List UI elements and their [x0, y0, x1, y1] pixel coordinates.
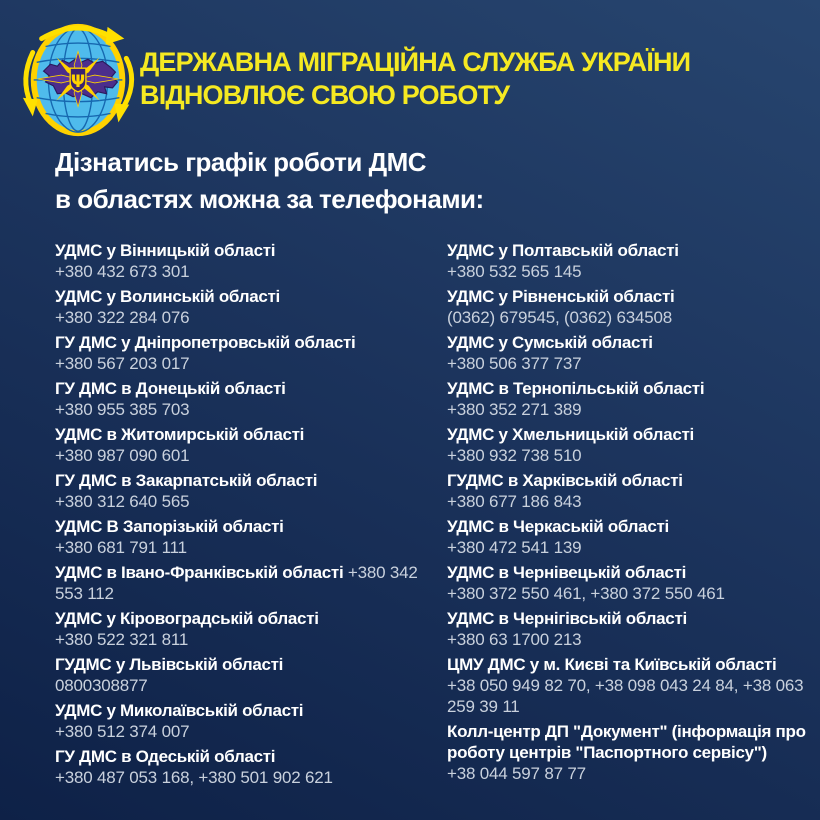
region-title: ГУДМС у Львівській області — [55, 655, 284, 674]
region-title: УДМС у Рівненській області — [447, 287, 675, 306]
region-phone: +380 932 738 510 — [447, 446, 582, 465]
region-title: ГУДМС в Харківській області — [447, 471, 683, 490]
region-phone: +380 312 640 565 — [55, 492, 190, 511]
region-phone: +380 677 186 843 — [447, 492, 582, 511]
region-title: УДМС в Житомирській області — [55, 425, 305, 444]
region-phone: +380 955 385 703 — [55, 400, 190, 419]
contact-entry-dnipro — [55, 332, 427, 374]
region-title: ГУ ДМС в Закарпатській області — [55, 471, 318, 490]
region-phone: +380 532 565 145 — [447, 262, 582, 281]
region-phone: +380 63 1700 213 — [447, 630, 582, 649]
contact-entry-ternopil — [447, 378, 812, 420]
contact-entry-volyn — [55, 286, 427, 328]
contact-entry-chernihiv — [447, 608, 812, 650]
region-phone: +380 432 673 301 — [55, 262, 190, 281]
contact-list — [55, 240, 820, 792]
contact-entry-ivano-frankivsk — [55, 562, 427, 604]
region-phone: +38 044 597 87 77 — [447, 764, 586, 783]
contact-entry-cherkasy — [447, 516, 812, 558]
region-title: ГУ ДМС у Дніпропетровській області — [55, 333, 356, 352]
dms-emblem-icon — [16, 14, 144, 144]
contact-entry-chernivtsi — [447, 562, 812, 604]
region-phone: +380 472 541 139 — [447, 538, 582, 557]
contact-entry-kirovohrad — [55, 608, 427, 650]
contact-entry-poltava — [447, 240, 812, 282]
region-title: УДМС у Вінницькій області — [55, 241, 276, 260]
svg-text:Ψ: Ψ — [70, 70, 86, 91]
contact-entry-khmelnytskyi — [447, 424, 812, 466]
contact-entry-vinnytsia — [55, 240, 427, 282]
region-title: ГУ ДМС в Одеській області — [55, 747, 276, 766]
region-title: УДМС у Полтавській області — [447, 241, 679, 260]
region-title: УДМС в Івано-Франківській області — [55, 563, 344, 582]
trident-icon — [70, 68, 86, 92]
contact-column-left — [55, 240, 427, 792]
region-phone: +380 512 374 007 — [55, 722, 190, 741]
header — [140, 0, 790, 112]
contact-entry-sumy — [447, 332, 812, 374]
region-title: УДМС в Чернігівській області — [447, 609, 687, 628]
region-phone: +380 352 271 389 — [447, 400, 582, 419]
region-title: Колл-центр ДП "Документ" (інформація про роботу центрів "Паспортного сервісу") — [447, 722, 806, 762]
headline-line2: ВІДНОВЛЮЄ СВОЮ РОБОТУ — [140, 80, 510, 110]
region-phone: +380 681 791 111 — [55, 538, 187, 557]
region-title: УДМС у Сумській області — [447, 333, 653, 352]
contact-entry-call-center — [447, 721, 812, 784]
region-phone: +380 567 203 017 — [55, 354, 190, 373]
contact-entry-mykolaiv — [55, 700, 427, 742]
region-phone: 0800308877 — [55, 676, 148, 695]
region-phone: +380 506 377 737 — [447, 354, 582, 373]
region-title: УДМС у Хмельницькій області — [447, 425, 694, 444]
contact-entry-odesa — [55, 746, 427, 788]
contact-entry-donetsk — [55, 378, 427, 420]
contact-entry-zakarpattia — [55, 470, 427, 512]
region-phone: +380 487 053 168, +380 501 902 621 — [55, 768, 333, 787]
dms-logo — [16, 14, 144, 144]
region-title: УДМС в Чернівецькій області — [447, 563, 687, 582]
region-title: УДМС у Волинській області — [55, 287, 280, 306]
region-phone: +380 322 284 076 — [55, 308, 190, 327]
headline-line1: ДЕРЖАВНА МІГРАЦІЙНА СЛУЖБА УКРАЇНИ — [140, 47, 691, 77]
region-phone: +380 987 090 601 — [55, 446, 190, 465]
region-title: УДМС В Запорізькій області — [55, 517, 284, 536]
contact-entry-kyiv — [447, 654, 812, 717]
contact-entry-zhytomyr — [55, 424, 427, 466]
region-title: УДМС у Миколаївській області — [55, 701, 304, 720]
subtitle-line1: Дізнатись графік роботи ДМС — [55, 147, 427, 177]
region-phone: +380 522 321 811 — [55, 630, 189, 649]
contact-column-right — [447, 240, 812, 792]
contact-entry-rivne — [447, 286, 812, 328]
contact-entry-kharkiv — [447, 470, 812, 512]
region-phone: +380 372 550 461, +380 372 550 461 — [447, 584, 725, 603]
region-phone: +38 050 949 82 70, +38 098 043 24 84, +38 063 259 39 11 — [447, 676, 804, 716]
region-phone: (0362) 679545, (0362) 634508 — [447, 308, 673, 327]
region-title: ГУ ДМС в Донецькій області — [55, 379, 286, 398]
contact-entry-zaporizhzhia — [55, 516, 427, 558]
region-title: УДМС в Черкаській області — [447, 517, 669, 536]
contact-entry-lviv — [55, 654, 427, 696]
subtitle — [55, 144, 820, 218]
region-title: ЦМУ ДМС у м. Києві та Київській області — [447, 655, 777, 674]
subtitle-line2: в областях можна за телефонами: — [55, 184, 484, 214]
region-title: УДМС в Тернопільській області — [447, 379, 705, 398]
region-title: УДМС у Кіровоградській області — [55, 609, 319, 628]
region-phone: +380 342 553 112 — [55, 563, 418, 603]
